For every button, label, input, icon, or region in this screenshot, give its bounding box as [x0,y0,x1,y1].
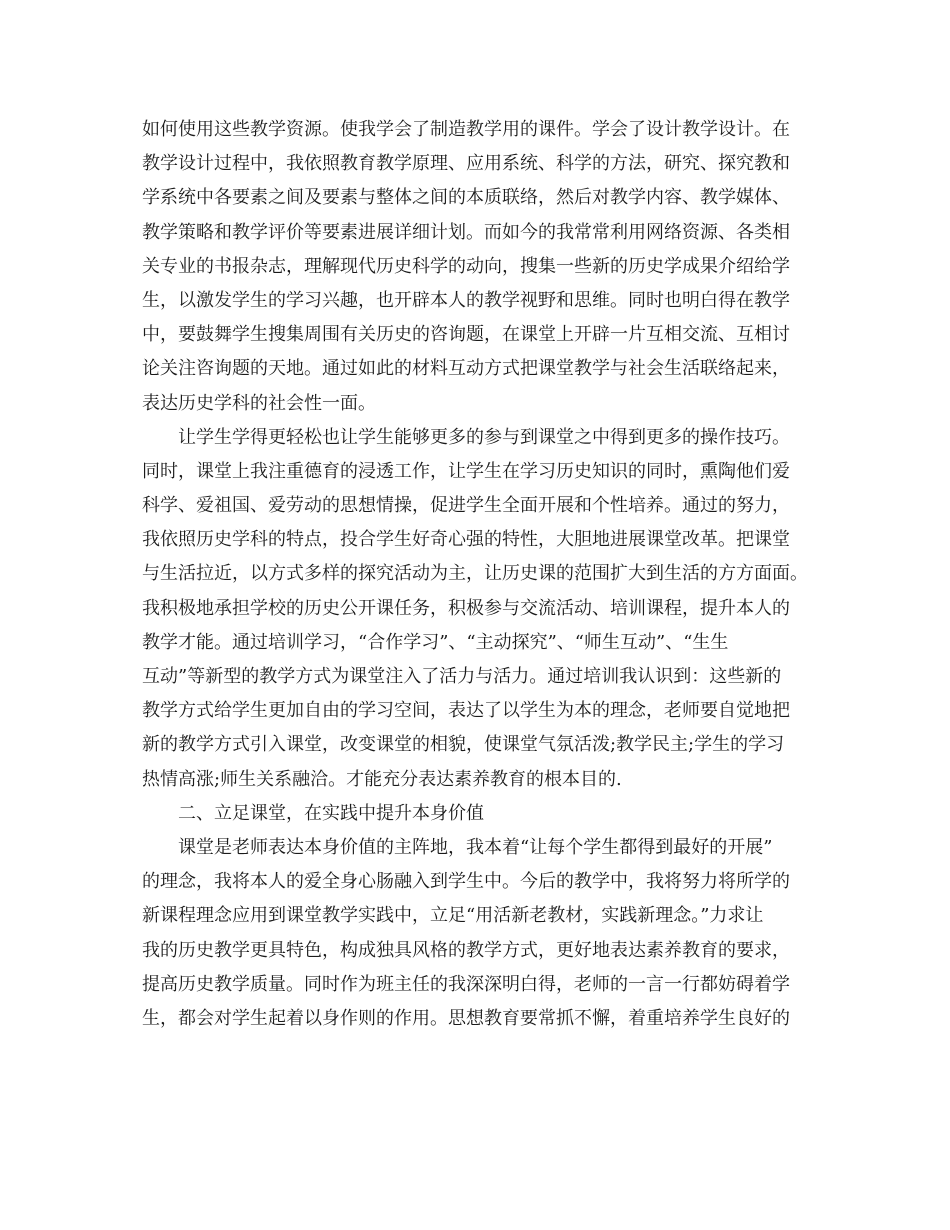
text-line: 我积极地承担学校的历史公开课任务，积极参与交流活动、培训课程，提升本人的 [142,597,790,619]
text-line: 教学设计过程中，我依照教育教学原理、应用系统、科学的方法，研究、探究教和 [142,153,790,175]
text-line: 同时，课堂上我注重德育的浸透工作，让学生在学习历史知识的同时，熏陶他们爱 [142,460,790,482]
text-line: 如何使用这些教学资源。使我学会了制造教学用的课件。学会了设计教学设计。在 [142,119,790,140]
text-line: 与生活拉近，以方式多样的探究活动为主，让历史课的范围扩大到生活的方方面面。 [142,563,808,585]
text-line: 关专业的书报杂志，理解现代历史科学的动向，搜集一些新的历史学成果介绍给学 [142,255,790,277]
text-line: 提高历史教学质量。同时作为班主任的我深深明白得，老师的一言一行都妨碍着学 [142,973,790,995]
text-line: 我的历史教学更具特色，构成独具风格的教学方式，更好地表达素养教育的要求， [142,939,790,961]
text-line: 我依照历史学科的特点，投合学生好奇心强的特性，大胆地进展课堂改革。把课堂 [142,529,790,551]
text-line: 新课程理念应用到课堂教学实践中，立足“用活新老教材，实践新理念。”力求让 [142,905,764,927]
document-body [142,113,822,1036]
text-line: 的理念，我将本人的爱全身心肠融入到学生中。今后的教学中，我将努力将所学的 [142,871,790,893]
text-line: 学系统中各要素之间及要素与整体之间的本质联络，然后对教学内容、教学媒体、 [142,187,790,209]
text-line: 论关注咨询题的天地。通过如此的材料互动方式把课堂教学与社会生活联络起来， [142,358,790,380]
text-line: 教学策略和教学评价等要素进展详细计划。而如今的我常常利用网络资源、各类相 [142,221,790,243]
text-line: 生，都会对学生起着以身作则的作用。思想教育要常抓不懈，着重培养学生良好的 [142,1007,790,1029]
text-line: 教学才能。通过培训学习，“合作学习”、“主动探究”、“师生互动”、“生生 [142,631,729,653]
text-line: 教学方式给学生更加自由的学习空间，表达了以学生为本的理念，老师要自觉地把 [142,700,790,722]
text-line: 表达历史学科的社会性一面。 [142,392,376,414]
paragraph-first-line: 让学生学得更轻松也让学生能够更多的参与到课堂之中得到更多的操作技巧。 [178,426,790,448]
paragraph-first-line: 课堂是老师表达本身价值的主阵地，我本着“让每个学生都得到最好的开展” [178,836,773,858]
text-line: 中，要鼓舞学生搜集周围有关历史的咨询题，在课堂上开辟一片互相交流、互相讨 [142,324,790,346]
text-line: 生，以激发学生的学习兴趣，也开辟本人的教学视野和思维。同时也明白得在教学 [142,289,790,311]
text-line: 热情高涨;师生关系融洽。才能充分表达素养教育的根本目的. [142,768,622,790]
text-line: 互动”等新型的教学方式为课堂注入了活力与活力。通过培训我认识到：这些新的 [142,666,782,687]
text-line: 新的教学方式引入课堂，改变课堂的相貌，使课堂气氛活泼;教学民主;学生的学习 [142,734,785,756]
paragraph-first-line: 二、立足课堂，在实践中提升本身价值 [178,802,484,824]
text-line: 科学、爱祖国、爱劳动的思想情操，促进学生全面开展和个性培养。通过的努力， [142,495,790,517]
